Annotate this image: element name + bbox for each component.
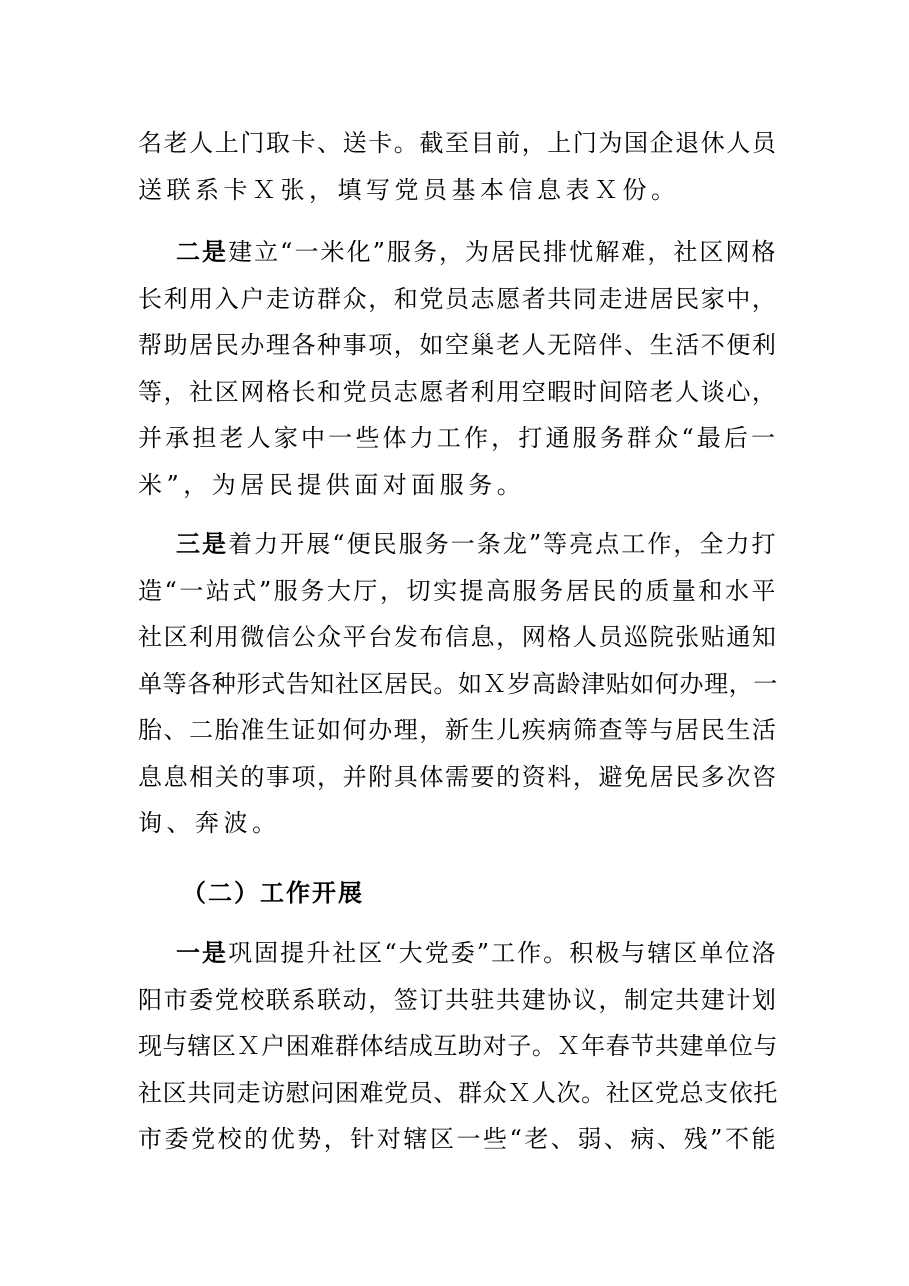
text-line: 社区共同走访慰问困难党员、群众Ｘ人次。社区党总支依托	[138, 1078, 778, 1107]
paragraph-lead: 二是	[176, 238, 229, 266]
text-line: 阳市委党校联系联动，签订共驻共建协议，制定共建计划	[138, 985, 778, 1014]
text-line: 息息相关的事项，并附具体需要的资料，避免居民多次咨	[138, 762, 778, 791]
text-line: 巩固提升社区“大党委”工作。积极与辖区单位洛	[228, 939, 778, 967]
paragraph-lead: 一是	[176, 939, 229, 967]
text-line: 帮助居民办理各种事项，如空巢老人无陪伴、生活不便利	[138, 331, 778, 359]
text-line: 米”，为居民提供面对面服务。	[138, 470, 526, 499]
text-line: 社区利用微信公众平台发布信息，网格人员巡院张贴通知	[138, 623, 778, 651]
text-line: 单等各种形式告知社区居民。如Ｘ岁高龄津贴如何办理，一	[138, 669, 778, 698]
paragraph-lead: 三是	[176, 530, 229, 558]
text-line: 名老人上门取卡、送卡。截至目前，上门为国企退休人员	[138, 129, 778, 157]
paragraph-point-two	[138, 229, 778, 508]
text-line: 市委党校的优势，针对辖区一些“老、弱、病、残”不能	[138, 1125, 779, 1153]
text-line: 着力开展“便民服务一条龙”等亮点工作，全力打	[228, 530, 778, 558]
paragraph-point-one	[138, 930, 778, 1163]
text-line: 长利用入户走访群众，和党员志愿者共同走进居民家中，	[138, 284, 778, 313]
text-line: 现与辖区Ｘ户困难群体结成互助对子。Ｘ年春节共建单位与	[138, 1032, 778, 1060]
text-line: 胎、二胎准生证如何办理，新生儿疾病筛查等与居民生活	[138, 716, 778, 744]
text-line: 送联系卡Ｘ张，填写党员基本信息表Ｘ份。	[138, 175, 680, 204]
paragraph-continuation	[138, 120, 778, 213]
paragraph-point-three	[138, 521, 778, 847]
text-line: 询、奔波。	[138, 809, 281, 837]
text-line: 造“一站式”服务大厅，切实提高服务居民的质量和水平	[138, 576, 779, 605]
section-heading: （二）工作开展	[182, 879, 364, 907]
text-line: 等，社区网格长和党员志愿者利用空暇时间陪老人谈心，	[138, 377, 778, 406]
text-line: 建立“一米化”服务，为居民排忧解难，社区网格	[228, 238, 778, 266]
text-line: 并承担老人家中一些体力工作，打通服务群众“最后一	[138, 424, 779, 452]
